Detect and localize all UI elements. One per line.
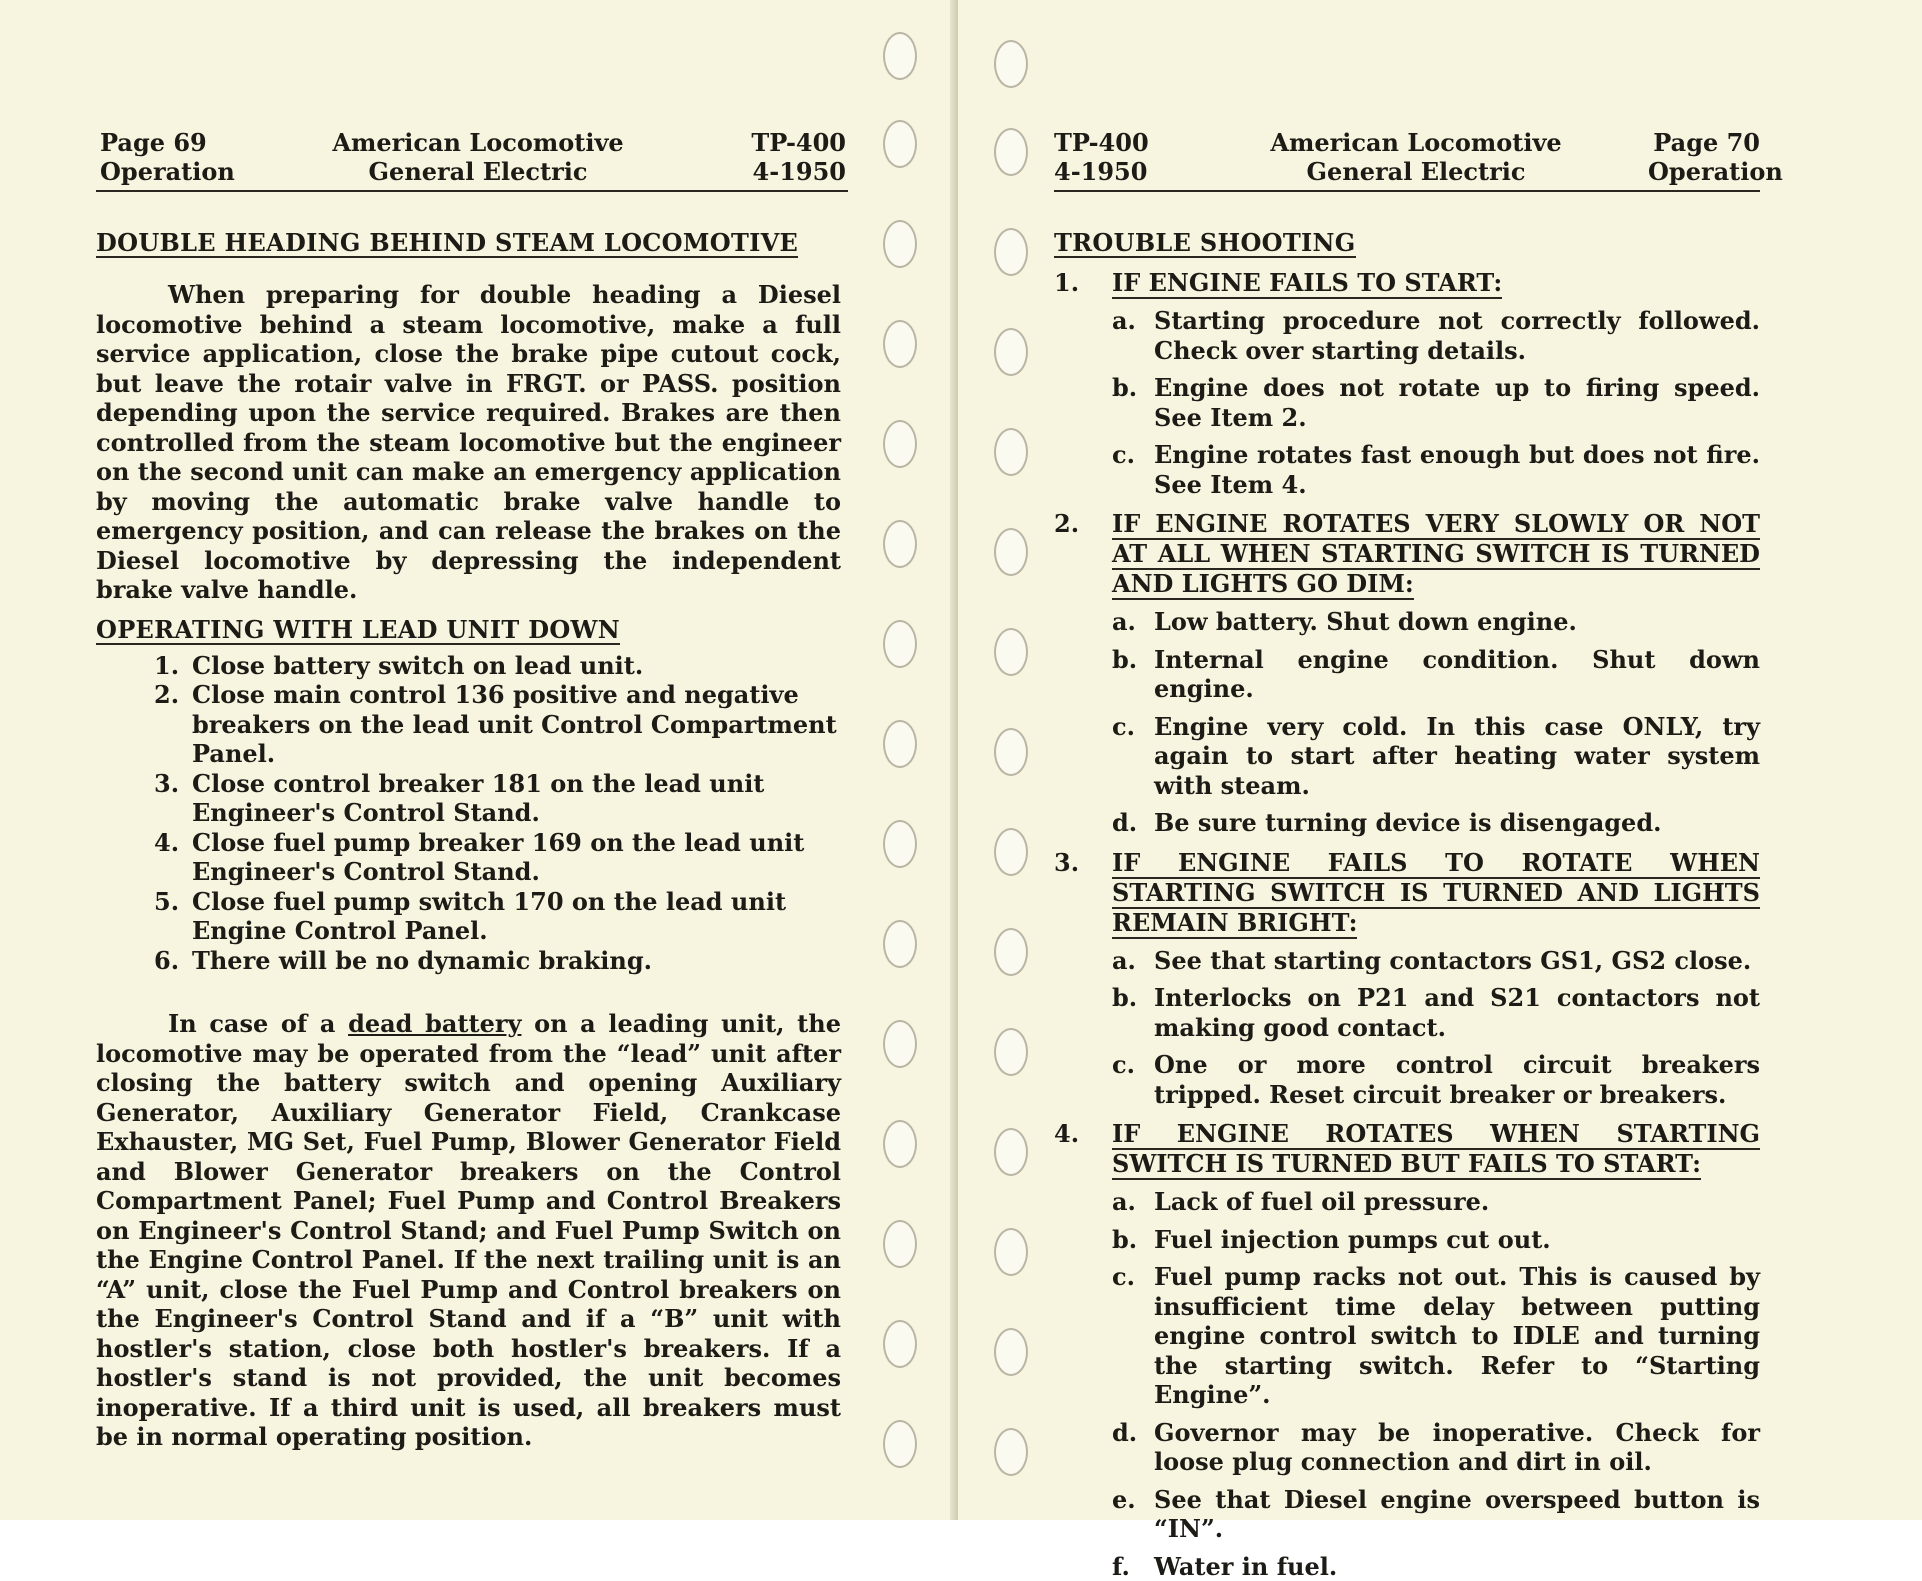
binding-hole bbox=[883, 1220, 917, 1268]
step-number: 6. bbox=[154, 946, 192, 976]
binding-hole bbox=[883, 1120, 917, 1168]
company-line-1: American Locomotive bbox=[328, 128, 628, 157]
item-body bbox=[1112, 1119, 1760, 1581]
binding-hole bbox=[883, 620, 917, 668]
dead-battery-text-rest: on a leading unit, the locomotive may be operated from the “lead” unit after closing the battery switch and opening Auxiliary Generator, Auxiliary Generator Field, Crankcase Exhauster, MG Set, Fuel Pump, Blower Generator Field and Blower Generator breakers on the Control Compartment Panel; Fuel Pump and Control Breakers on Engineer's Control Stand; and Fuel Pump Switch on the Engine Control Panel. If the next trailing unit is an “A” unit, close the Fuel Pump and Control breakers on the Engineer's Control Stand and if a “B” unit with hostler's station, close both hostler's breakers. If a hostler's stand is not provided, the unit becomes inoperative. If a third unit is used, all breakers must be in normal operating position. bbox=[96, 1009, 841, 1451]
company-line-2-right: General Electric bbox=[1266, 157, 1566, 186]
section-title-double-heading: DOUBLE HEADING BEHIND STEAM LOCOMOTIVE bbox=[96, 230, 798, 258]
item-heading: IF ENGINE FAILS TO ROTATE WHEN STARTING SWITCH IS TURNED AND LIGHTS REMAIN BRIGHT: bbox=[1112, 848, 1760, 939]
step-number: 2. bbox=[154, 680, 192, 769]
subitem-letter: f. bbox=[1112, 1552, 1154, 1581]
subitem-letter: c. bbox=[1112, 1050, 1154, 1109]
binding-hole bbox=[883, 520, 917, 568]
binding-hole bbox=[883, 920, 917, 968]
binding-hole bbox=[883, 32, 917, 80]
subitem-text: Lack of fuel oil pressure. bbox=[1154, 1187, 1760, 1217]
step-number: 1. bbox=[154, 651, 192, 681]
trouble-item bbox=[1054, 509, 1760, 838]
dead-battery-paragraph bbox=[96, 1009, 841, 1452]
binding-hole bbox=[883, 120, 917, 168]
header-left-block-right bbox=[1054, 128, 1149, 186]
trouble-item bbox=[1054, 1119, 1760, 1581]
trouble-subitem bbox=[1112, 946, 1760, 976]
dead-battery-underlined: dead battery bbox=[348, 1009, 521, 1038]
subitem-text: Low battery. Shut down engine. bbox=[1154, 607, 1760, 637]
item-heading-wrap bbox=[1112, 1119, 1760, 1179]
page-number-right: Page 70 bbox=[1648, 128, 1760, 157]
step-text: Close fuel pump switch 170 on the lead unit Engine Control Panel. bbox=[192, 887, 841, 946]
item-body bbox=[1112, 848, 1760, 1110]
trouble-subitem bbox=[1112, 1187, 1760, 1217]
subitem-text: Starting procedure not correctly followed. Check over starting details. bbox=[1154, 306, 1760, 365]
doc-number: TP-400 bbox=[700, 128, 846, 157]
step-item bbox=[154, 946, 841, 976]
subitem-text: Engine rotates fast enough but does not fire. See Item 4. bbox=[1154, 440, 1760, 499]
subitem-letter: c. bbox=[1112, 712, 1154, 801]
subitem-letter: e. bbox=[1112, 1485, 1154, 1544]
binding-hole bbox=[883, 1420, 917, 1468]
binding-hole bbox=[883, 420, 917, 468]
step-text: Close fuel pump breaker 169 on the lead unit Engineer's Control Stand. bbox=[192, 828, 841, 887]
dead-battery-text-start: In case of a bbox=[168, 1009, 348, 1038]
header-rule bbox=[96, 190, 848, 192]
subitem-letter: b. bbox=[1112, 983, 1154, 1042]
header-center-block bbox=[328, 128, 628, 186]
item-heading-wrap bbox=[1112, 848, 1760, 938]
binding-hole bbox=[994, 1328, 1028, 1376]
item-number: 2. bbox=[1054, 509, 1112, 838]
subitem-letter: d. bbox=[1112, 1418, 1154, 1477]
subitem-letter: b. bbox=[1112, 373, 1154, 432]
trouble-subitem bbox=[1112, 1225, 1760, 1255]
trouble-subitem bbox=[1112, 808, 1760, 838]
binding-hole bbox=[883, 220, 917, 268]
binding-hole bbox=[994, 40, 1028, 88]
trouble-subitem bbox=[1112, 1262, 1760, 1410]
item-heading: IF ENGINE ROTATES WHEN STARTING SWITCH IS TURNED BUT FAILS TO START: bbox=[1112, 1119, 1760, 1180]
header-right-block bbox=[700, 128, 846, 186]
binding-hole bbox=[994, 1128, 1028, 1176]
subitem-text: Be sure turning device is disengaged. bbox=[1154, 808, 1760, 838]
company-line-2: General Electric bbox=[328, 157, 628, 186]
item-heading-wrap bbox=[1112, 509, 1760, 599]
item-number: 3. bbox=[1054, 848, 1112, 1110]
trouble-subitem bbox=[1112, 712, 1760, 801]
trouble-subitem bbox=[1112, 1552, 1760, 1581]
subitem-letter: a. bbox=[1112, 306, 1154, 365]
step-number: 3. bbox=[154, 769, 192, 828]
binding-hole bbox=[883, 320, 917, 368]
trouble-subitem bbox=[1112, 983, 1760, 1042]
step-item bbox=[154, 769, 841, 828]
step-number: 5. bbox=[154, 887, 192, 946]
subitem-letter: a. bbox=[1112, 946, 1154, 976]
header-right-block-right bbox=[1648, 128, 1760, 186]
doc-date-right: 4-1950 bbox=[1054, 157, 1149, 186]
header-rule-right bbox=[1054, 190, 1760, 192]
subitem-letter: d. bbox=[1112, 808, 1154, 838]
section-title-lead-unit-down: OPERATING WITH LEAD UNIT DOWN bbox=[96, 617, 620, 645]
subitem-text: Internal engine condition. Shut down engine. bbox=[1154, 645, 1760, 704]
subitem-letter: b. bbox=[1112, 1225, 1154, 1255]
subitem-letter: a. bbox=[1112, 607, 1154, 637]
item-heading-wrap bbox=[1112, 268, 1760, 298]
item-heading: IF ENGINE ROTATES VERY SLOWLY OR NOT AT ALL WHEN STARTING SWITCH IS TURNED AND LIGHTS GO DIM: bbox=[1112, 509, 1760, 600]
step-text: Close control breaker 181 on the lead unit Engineer's Control Stand. bbox=[192, 769, 841, 828]
page-number: Page 69 bbox=[100, 128, 235, 157]
trouble-item bbox=[1054, 848, 1760, 1110]
binding-hole bbox=[883, 820, 917, 868]
doc-date: 4-1950 bbox=[700, 157, 846, 186]
binding-hole bbox=[883, 1320, 917, 1368]
subitem-letter: b. bbox=[1112, 645, 1154, 704]
trouble-subitem bbox=[1112, 1485, 1760, 1544]
right-page bbox=[958, 0, 1922, 1520]
step-item bbox=[154, 651, 841, 681]
binding-hole bbox=[883, 1020, 917, 1068]
item-number: 4. bbox=[1054, 1119, 1112, 1581]
step-text: Close battery switch on lead unit. bbox=[192, 651, 841, 681]
doc-number-right: TP-400 bbox=[1054, 128, 1149, 157]
binding-hole bbox=[883, 720, 917, 768]
subitem-text: Fuel injection pumps cut out. bbox=[1154, 1225, 1760, 1255]
binding-hole bbox=[994, 728, 1028, 776]
subitem-text: See that Diesel engine overspeed button is “IN”. bbox=[1154, 1485, 1760, 1544]
step-item bbox=[154, 887, 841, 946]
step-item bbox=[154, 828, 841, 887]
binding-hole bbox=[994, 428, 1028, 476]
section-name-right: Operation bbox=[1648, 157, 1760, 186]
binding-hole bbox=[994, 1028, 1028, 1076]
item-body bbox=[1112, 268, 1760, 499]
item-heading: IF ENGINE FAILS TO START: bbox=[1112, 268, 1502, 299]
item-number: 1. bbox=[1054, 268, 1112, 499]
trouble-subitem bbox=[1112, 306, 1760, 365]
subitem-text: One or more control circuit breakers tripped. Reset circuit breaker or breakers. bbox=[1154, 1050, 1760, 1109]
binding-hole bbox=[994, 128, 1028, 176]
trouble-subitem bbox=[1112, 440, 1760, 499]
lead-unit-steps-list bbox=[154, 651, 841, 976]
subitem-text: Interlocks on P21 and S21 contactors not making good contact. bbox=[1154, 983, 1760, 1042]
binding-hole bbox=[994, 928, 1028, 976]
subitem-letter: c. bbox=[1112, 440, 1154, 499]
subitem-text: See that starting contactors GS1, GS2 close. bbox=[1154, 946, 1760, 976]
binding-hole bbox=[994, 528, 1028, 576]
subitem-text: Governor may be inoperative. Check for loose plug connection and dirt in oil. bbox=[1154, 1418, 1760, 1477]
trouble-subitem bbox=[1112, 607, 1760, 637]
double-heading-paragraph: When preparing for double heading a Diesel locomotive behind a steam locomotive, make a full service application, close the brake pipe cutout cock, but leave the rotair valve in FRGT. or PASS. position depending upon the service required. Brakes are then controlled from the steam locomotive but the engineer on the second unit can make an emergency application by moving the automatic brake valve handle to emergency position, and can release the brakes on the Diesel locomotive by depressing the independent brake valve handle. bbox=[96, 280, 841, 605]
left-page bbox=[0, 0, 956, 1520]
header-left-block bbox=[100, 128, 235, 186]
binding-hole bbox=[994, 628, 1028, 676]
trouble-items bbox=[1054, 268, 1760, 1581]
binding-hole bbox=[994, 1228, 1028, 1276]
trouble-subitem bbox=[1112, 645, 1760, 704]
trouble-item bbox=[1054, 268, 1760, 499]
right-content bbox=[1054, 228, 1760, 1581]
company-line-1-right: American Locomotive bbox=[1266, 128, 1566, 157]
section-name: Operation bbox=[100, 157, 235, 186]
step-item bbox=[154, 680, 841, 769]
binding-hole bbox=[994, 328, 1028, 376]
section-title-trouble-shooting: TROUBLE SHOOTING bbox=[1054, 230, 1356, 258]
item-body bbox=[1112, 509, 1760, 838]
subitem-text: Fuel pump racks not out. This is caused by insufficient time delay between putting engine control switch to IDLE and turning the starting switch. Refer to “Starting Engine”. bbox=[1154, 1262, 1760, 1410]
trouble-subitem bbox=[1112, 1418, 1760, 1477]
left-content bbox=[96, 228, 841, 1452]
step-text: Close main control 136 positive and negative breakers on the lead unit Control Compartment Panel. bbox=[192, 680, 841, 769]
binding-hole bbox=[994, 228, 1028, 276]
subitem-text: Water in fuel. bbox=[1154, 1552, 1760, 1581]
binding-hole bbox=[994, 828, 1028, 876]
subitem-letter: a. bbox=[1112, 1187, 1154, 1217]
subitem-letter: c. bbox=[1112, 1262, 1154, 1410]
header-center-block-right bbox=[1266, 128, 1566, 186]
trouble-subitem bbox=[1112, 1050, 1760, 1109]
subitem-text: Engine does not rotate up to firing speed. See Item 2. bbox=[1154, 373, 1760, 432]
binding-hole bbox=[994, 1428, 1028, 1476]
subitem-text: Engine very cold. In this case ONLY, try again to start after heating water system with steam. bbox=[1154, 712, 1760, 801]
step-text: There will be no dynamic braking. bbox=[192, 946, 841, 976]
step-number: 4. bbox=[154, 828, 192, 887]
trouble-subitem bbox=[1112, 373, 1760, 432]
